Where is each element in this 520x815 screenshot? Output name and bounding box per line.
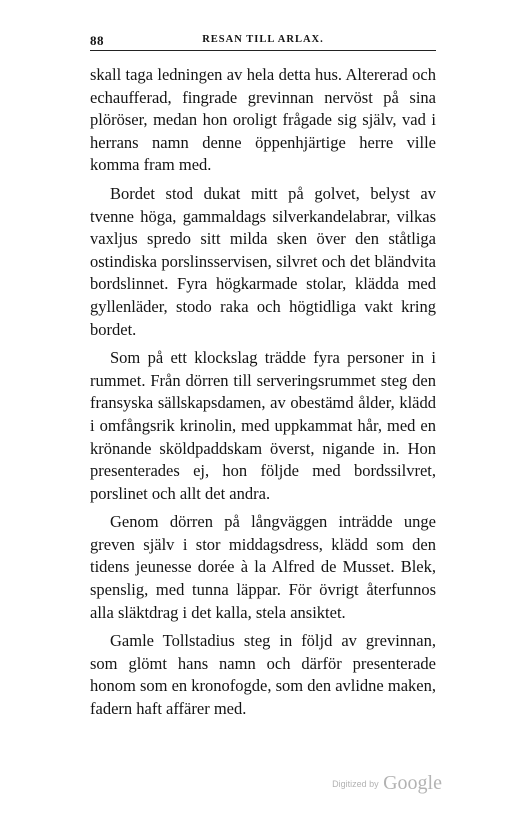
page-header xyxy=(90,32,436,52)
digitization-watermark xyxy=(332,772,442,795)
header-rule xyxy=(90,50,436,51)
paragraph: Bordet stod dukat mitt på golvet, belyst av tvenne höga, gammaldags silverkandelabrar, vilkas vaxljus spredo sitt milda sken över den ståtliga ostindiska porslinsservisen, silvret och det bländvita bordslinnet. Fyra högkarmade stolar, klädda med gyllenläder, stodo raka och högtidliga vakt kring bordet. xyxy=(90,183,436,339)
paragraph: Genom dörren på långväggen inträdde unge greven själv i stor middagsdress, klädd som den tidens jeunesse dorée à la Alfred de Musset. Blek, spenslig, med tunna läppar. För övrigt återfunnos alla släktdrag i det kalla, stela ansiktet. xyxy=(90,512,436,622)
paragraph: Som på ett klockslag trädde fyra personer in i rummet. Från dörren till serveringsrummet steg den fransyska sällskapsdamen, av obestämd ålder, klädd i omfångsrik krinolin, med uppkammat hår, med en krönande sköldpaddskam överst, nigande in. Hon presenterades ej, hon följde med bordssilvret, porslinet och allt det andra. xyxy=(90,348,436,503)
page-number: 88 xyxy=(90,33,104,48)
running-head: RESAN TILL ARLAX. xyxy=(202,34,324,45)
watermark-prefix: Digitized by xyxy=(332,779,379,789)
paragraph: Gamle Tollstadius steg in följd av grevinnan, som glömt hans namn och därför presenterade honom som en kronofogde, som den avlidne maken, fadern haft affärer med. xyxy=(90,631,436,719)
paragraph: skall taga ledningen av hela detta hus. Altererad och echaufferad, fingrade grevinnan nervöst på sina plöröser, medan hon oroligt frågade sig själv, vad i herrans namn denne öppenhjärtige herre ville komma fram med. xyxy=(90,65,436,175)
body-text xyxy=(90,64,436,727)
watermark-brand: Google xyxy=(383,772,442,794)
